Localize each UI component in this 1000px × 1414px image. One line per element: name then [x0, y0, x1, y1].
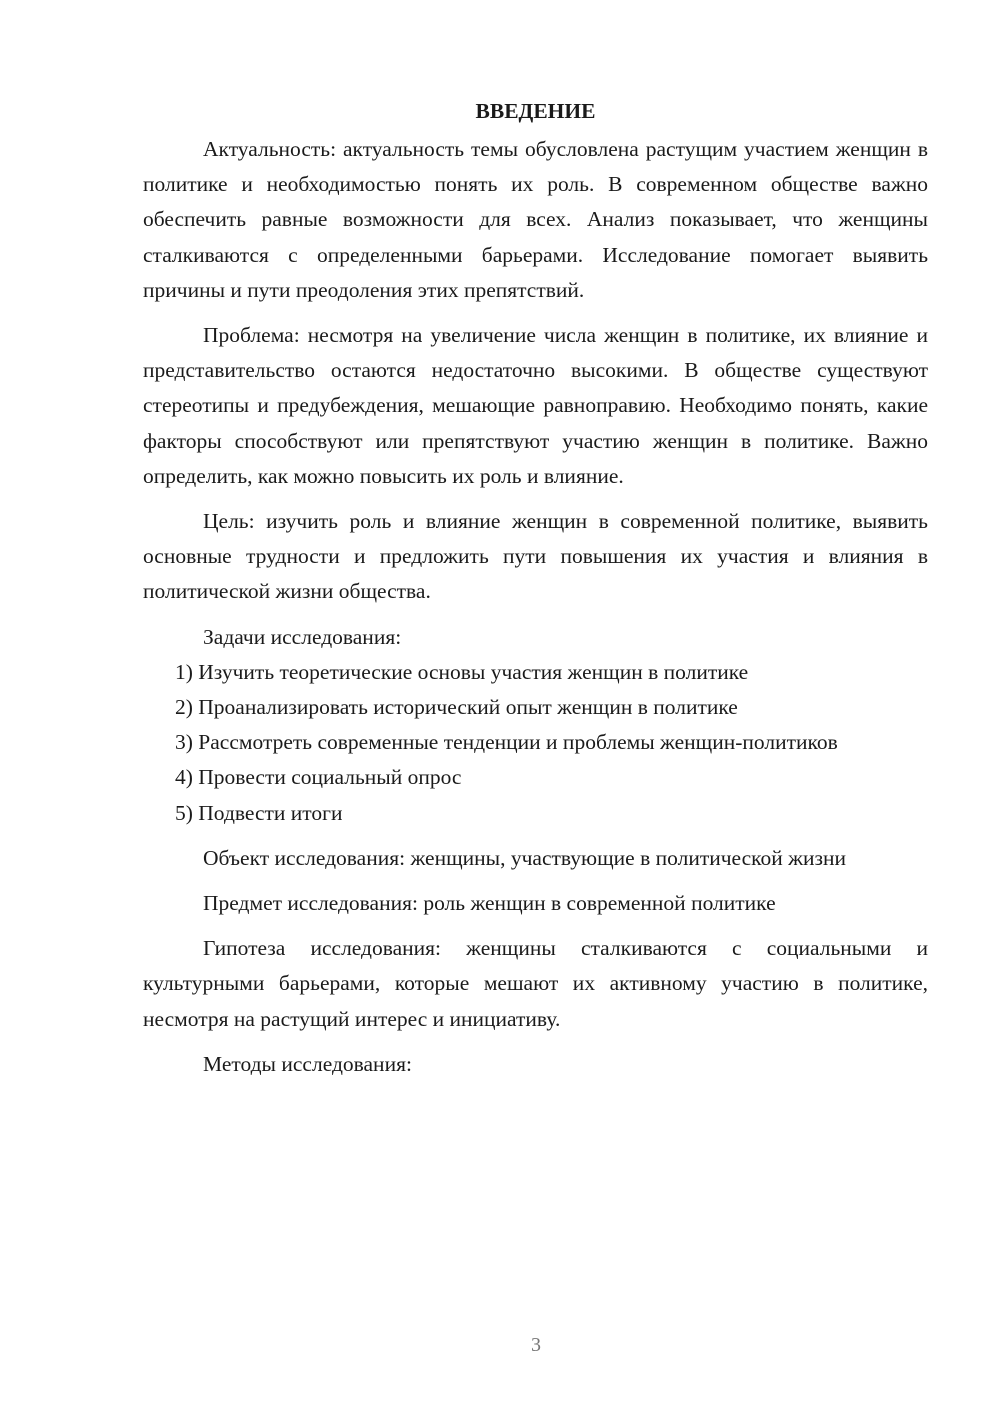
list-item: 2) Проанализировать исторический опыт женщин в политике — [175, 695, 738, 720]
list-item: 3) Рассмотреть современные тенденции и проблемы женщин-политиков — [175, 730, 838, 755]
document-page — [143, 96, 928, 1082]
research-subject: Предмет исследования: роль женщин в современной политике — [203, 891, 776, 916]
list-item: 4) Провести социальный опрос — [175, 765, 462, 790]
page-number: 3 — [531, 1334, 541, 1356]
research-hypothesis: Гипотеза исследования: женщины сталкиваются с социальными и культурными барьерами, которые мешают их активному участию в политике, несмотря на растущий интерес и инициативу. — [143, 936, 928, 1031]
goal-paragraph: Цель: изучить роль и влияние женщин в современной политике, выявить основные трудности и предложить пути повышения их участия и влияния в политической жизни общества. — [143, 509, 928, 604]
research-object: Объект исследования: женщины, участвующие в политической жизни — [203, 845, 847, 870]
section-heading: ВВЕДЕНИЕ — [475, 99, 596, 123]
list-item: 5) Подвести итоги — [175, 800, 343, 825]
tasks-heading: Задачи исследования: — [203, 624, 402, 649]
problem-paragraph: Проблема: несмотря на увеличение числа женщин в политике, их влияние и представительство остаются недостаточно высокими. В обществе существуют стереотипы и предубеждения, мешающие равноправию. Необходимо понять, какие факторы способствуют или препятствуют участию женщин в политике. Важно определить, как можно повысить их роль и влияние. — [143, 323, 928, 488]
tasks-list — [143, 655, 928, 831]
research-methods: Методы исследования: — [203, 1051, 412, 1076]
relevance-paragraph: Актуальность: актуальность темы обусловлена растущим участием женщин в политике и необходимостью понять их роль. В современном обществе важно обеспечить равные возможности для всех. Анализ показывает, что женщины сталкиваются с определенными барьерами. Исследование помогает выявить причины и пути преодоления этих препятствий. — [143, 137, 928, 302]
list-item: 1) Изучить теоретические основы участия женщин в политике — [175, 659, 749, 684]
